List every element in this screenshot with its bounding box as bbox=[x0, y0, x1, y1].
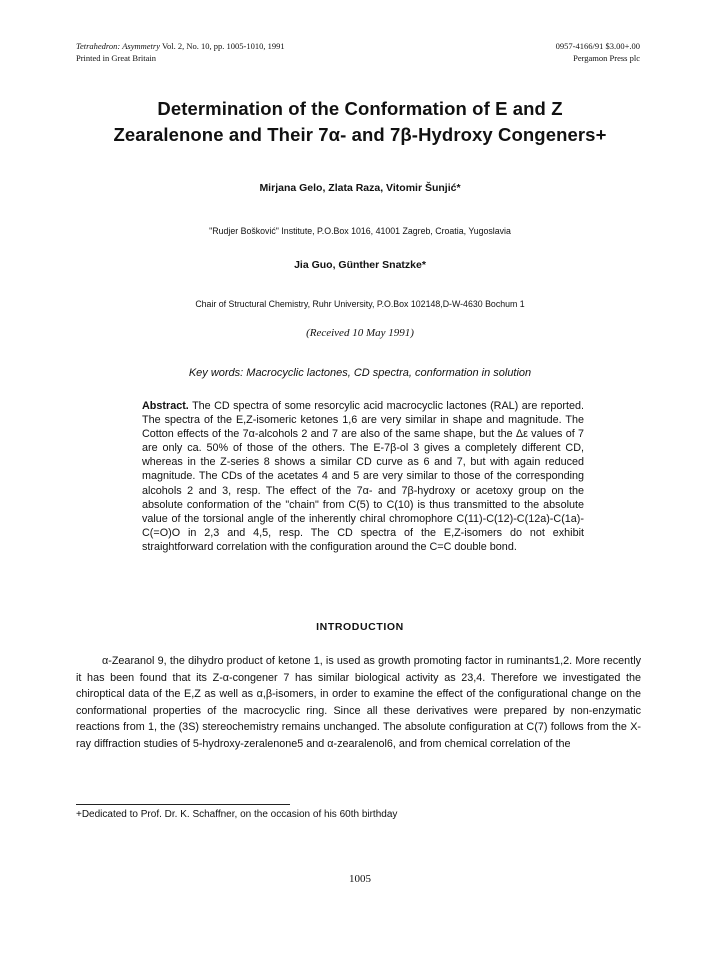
affiliation-1: "Rudjer Bošković" Institute, P.O.Box 1016, 41001 Zagreb, Croatia, Yugoslavia bbox=[209, 226, 511, 236]
affiliation-2: Chair of Structural Chemistry, Ruhr University, P.O.Box 102148,D-W-4630 Bochum 1 bbox=[195, 299, 525, 309]
keywords: Key words: Macrocyclic lactones, CD spectra, conformation in solution bbox=[188, 367, 532, 379]
title-line-2: Zearalenone and Their 7α- and 7β-Hydroxy Congeners+ bbox=[113, 124, 607, 145]
footnote-rule bbox=[76, 804, 290, 805]
running-header-left bbox=[76, 40, 285, 64]
author-list-2: Jia Guo, Günther Snatzke* bbox=[294, 259, 426, 271]
abstract-text: The CD spectra of some resorcylic acid macrocyclic lactones (RAL) are reported. The spectra of the E,Z-isomeric ketones 1,6 are very similar in shape and magnitude. The Cotton effects of the 7α-alcohols 2 and 7 are also of the same shape, but the Δε values of 7 are only ca. 50% of those of the others. The E-7β-ol 3 gives a completely different CD, whereas in the Z-series 8 shows a similar CD curve as 6 and 7, but with again reduced magnitude. The CDs of the acetates 4 and 5 are very similar to those of the corresponding alcohols 2 and 3, resp. The effect of the 7α- and 7β-hydroxy or acetoxy group on the absolute conformation of the "chain" from C(5) to C(10) is thus transmitted to the absolute value of the torsional angle of the inherently chiral chromophore C(11)-C(12)-C(12a)-C(1a)-C(=O)O in 2,3 and 4,5, resp. The CD spectra of the E,Z-isomers do not exhibit straightforward correlation with the configuration around the C=C double bond. bbox=[142, 400, 584, 553]
abstract-label: Abstract. bbox=[142, 400, 189, 412]
publisher-name: Pergamon Press plc bbox=[573, 53, 640, 63]
received-date: (Received 10 May 1991) bbox=[306, 327, 414, 339]
footnote: +Dedicated to Prof. Dr. K. Schaffner, on the occasion of his 60th birthday bbox=[76, 809, 398, 820]
title-line-1: Determination of the Conformation of E and Z bbox=[157, 98, 563, 119]
issn-price: 0957-4166/91 $3.00+.00 bbox=[555, 41, 640, 51]
introduction-paragraph: α-Zearanol 9, the dihydro product of ketone 1, is used as growth promoting factor in ruminants1,2. More recently it has been found that its Z-α-congener 7 has similar biological activity as 23,4. Therefore we investigated the chiroptical data of the E,Z as well as α,β-isomers, in order to examine the effect of the configurational change on the conformational properties of the macrocyclic ring. Since all these derivatives were prepared by non-enzymatic reactions from 1, the (3S) stereochemistry remains unchanged. The absolute configuration at C(7) follows from the X-ray diffraction studies of 5-hydroxy-zeralenone5 and α-zearalenol6, and from chemical correlation of the bbox=[76, 655, 641, 750]
journal-citation: Vol. 2, No. 10, pp. 1005-1010, 1991 bbox=[161, 41, 285, 51]
author-list-1: Mirjana Gelo, Zlata Raza, Vitomir Šunjić* bbox=[259, 182, 461, 194]
running-header-right bbox=[556, 40, 640, 64]
abstract bbox=[142, 399, 584, 554]
journal-name: Tetrahedron: Asymmetry bbox=[76, 41, 160, 51]
introduction-heading: INTRODUCTION bbox=[316, 621, 404, 633]
paper-title bbox=[40, 96, 680, 148]
page-number: 1005 bbox=[349, 873, 371, 885]
introduction-body bbox=[76, 653, 641, 753]
printed-note: Printed in Great Britain bbox=[76, 53, 157, 63]
